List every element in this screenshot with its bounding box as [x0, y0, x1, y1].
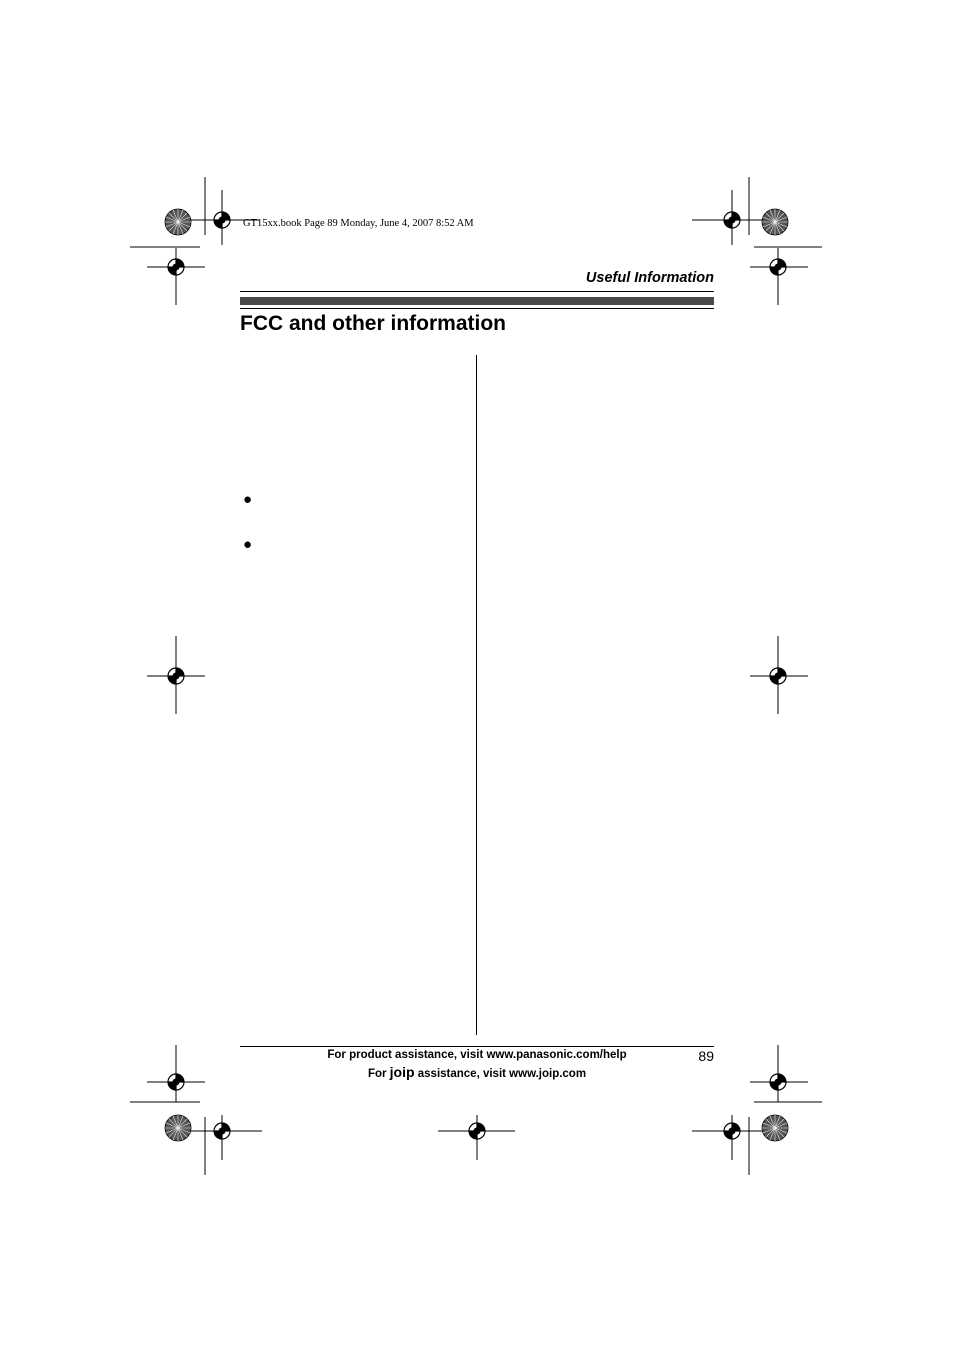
- page-number: 89: [698, 1048, 714, 1064]
- footer-help-text: For product assistance, visit www.panasonic.com/help: [327, 1049, 627, 1061]
- page-title: FCC and other information: [240, 312, 506, 335]
- header-rule-top: [240, 291, 714, 292]
- section-heading: Useful Information: [585, 270, 714, 286]
- footer-joip-text: [240, 1064, 714, 1080]
- header-bar: [240, 297, 714, 305]
- footer-prefix: For: [367, 1068, 390, 1080]
- header-rule-bottom: [240, 308, 714, 309]
- joip-logo: joip: [389, 1064, 415, 1080]
- bullet-point: ●: [243, 491, 253, 508]
- bullet-point: ●: [243, 536, 253, 553]
- footer-suffix: assistance, visit www.joip.com: [414, 1068, 587, 1080]
- footer-rule: [240, 1046, 714, 1047]
- column-divider: [476, 355, 477, 1035]
- print-slug: GT15xx.book Page 89 Monday, June 4, 2007 8:52 AM: [243, 218, 474, 229]
